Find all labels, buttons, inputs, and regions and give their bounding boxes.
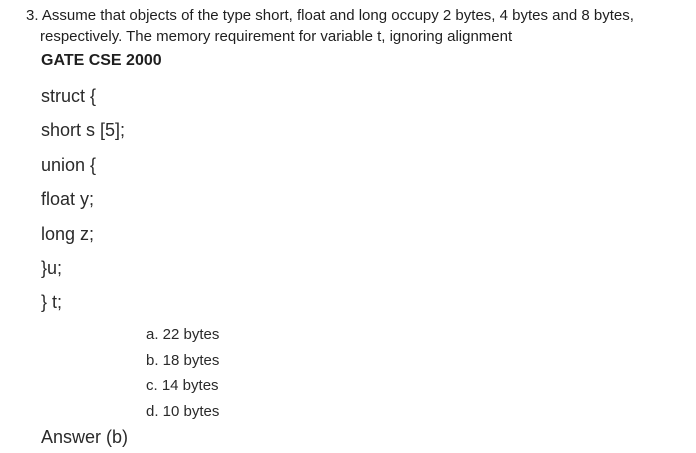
- code-line: float y;: [41, 189, 95, 209]
- answer-text: Answer (b): [41, 427, 129, 447]
- code-line: struct {: [41, 86, 97, 106]
- question-line-2: respectively. The memory requirement for variable t, ignoring alignment: [40, 28, 513, 45]
- question-number: 3.: [26, 7, 39, 24]
- option-b: b. 18 bytes: [146, 352, 220, 369]
- question-line-1: Assume that objects of the type short, float and long occupy 2 bytes, 4 bytes and 8 bytes,: [41, 7, 634, 24]
- code-line: long z;: [41, 224, 95, 244]
- option-c: c. 14 bytes: [146, 377, 219, 394]
- option-a: a. 22 bytes: [146, 326, 220, 343]
- code-line: short s [5];: [41, 120, 126, 140]
- exam-source-tag: GATE CSE 2000: [41, 52, 162, 69]
- code-line: }u;: [41, 258, 63, 278]
- code-line: } t;: [41, 292, 63, 312]
- question-text: [26, 5, 686, 47]
- code-line: union {: [41, 155, 97, 175]
- option-d: d. 10 bytes: [146, 403, 220, 420]
